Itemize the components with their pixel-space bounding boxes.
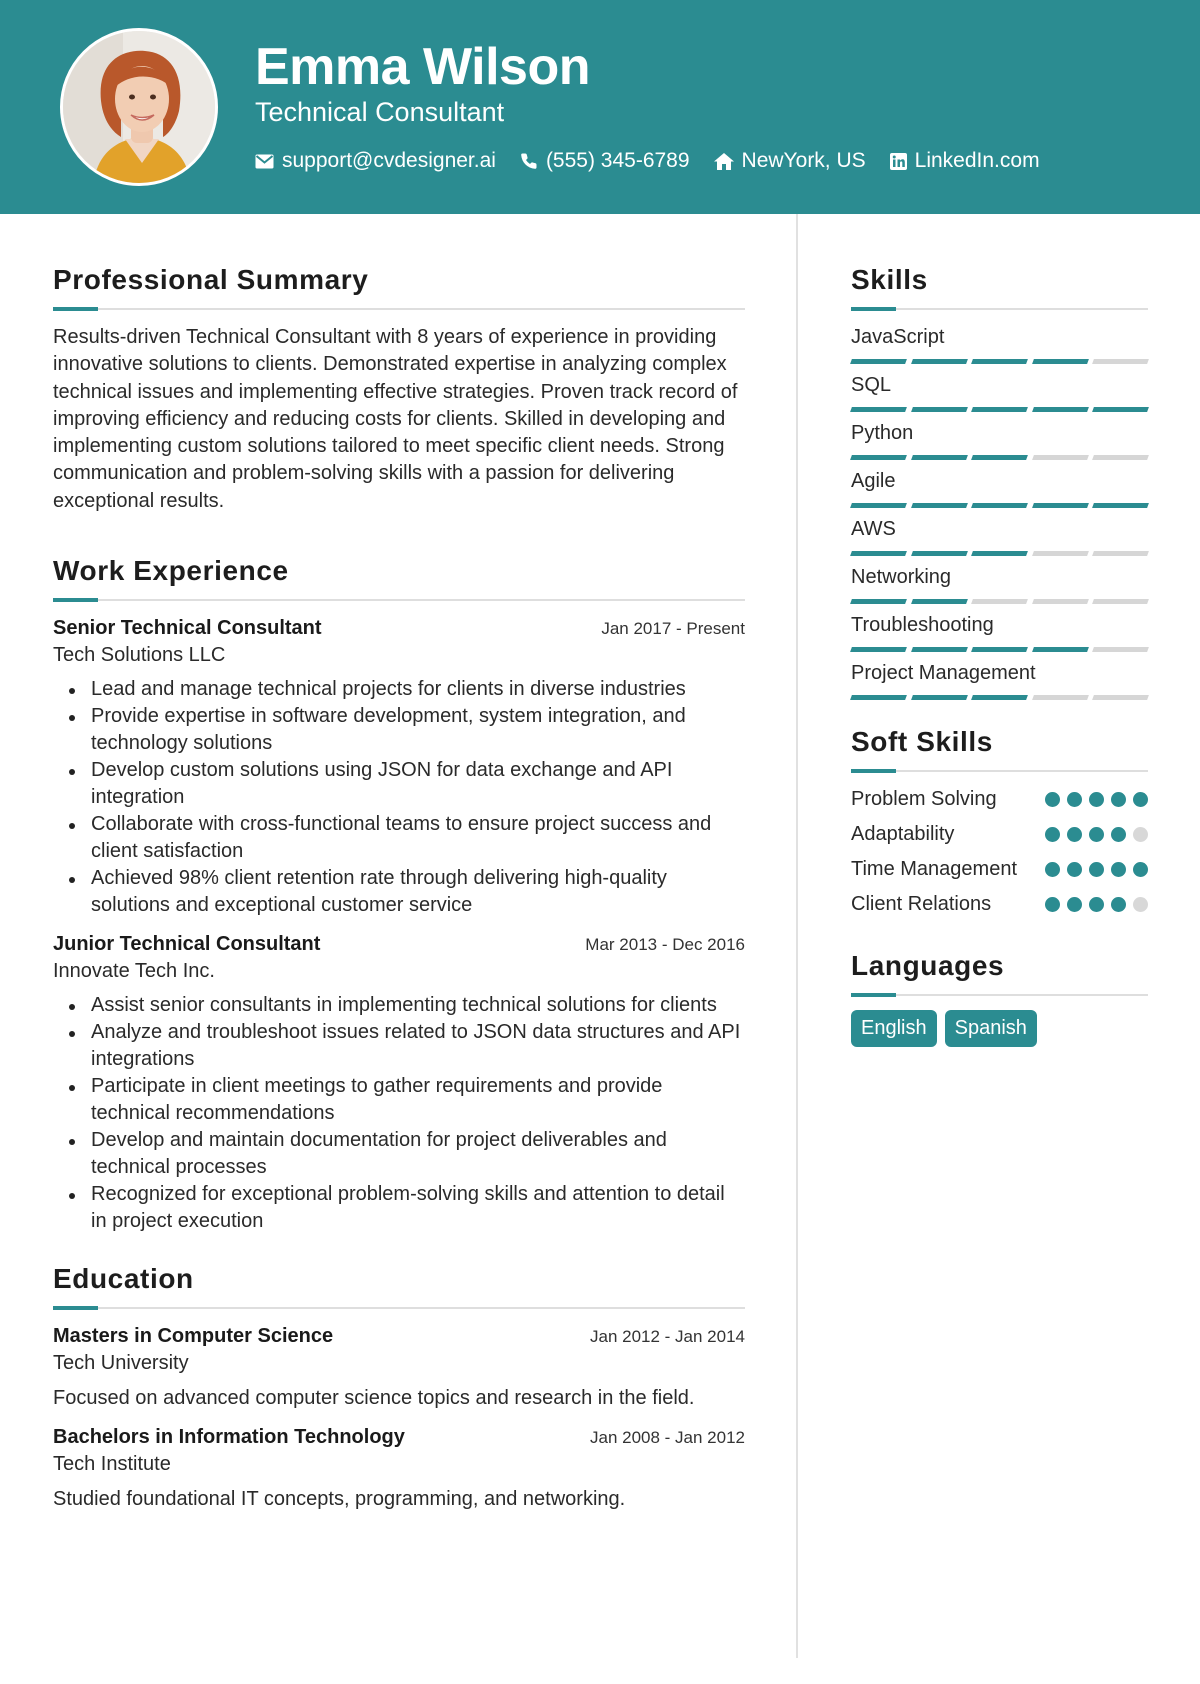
skill-level-segment bbox=[1092, 647, 1148, 652]
skill-level-segment bbox=[971, 551, 1027, 556]
bullet-item: Participate in client meetings to gather requirements and provide technical recommendations bbox=[67, 1073, 745, 1127]
section-rule bbox=[851, 994, 1148, 996]
soft-skill-name: Problem Solving bbox=[851, 788, 997, 810]
skill-level-segment bbox=[850, 455, 906, 460]
header-banner bbox=[0, 0, 1200, 214]
contact-location[interactable] bbox=[714, 149, 866, 173]
skill-item bbox=[851, 468, 1148, 508]
job-company: Tech Solutions LLC bbox=[53, 644, 226, 667]
linkedin-text: LinkedIn.com bbox=[914, 149, 1040, 172]
skill-name: JavaScript bbox=[851, 326, 945, 348]
skill-level-segment bbox=[850, 695, 906, 700]
skill-level-segment bbox=[911, 647, 967, 652]
summary-text: Results-driven Technical Consultant with 8 years of experience in providing innovative solutions to clients. Demonstrated expertise in analyzing complex technical issues and implementing effective strategies. Proven track record of improving efficiency and reducing costs for clients. Skilled in developing and implementing custom solutions tailored to meet specific client needs. Strong communication and problem-solving skills with a passion for delivering exceptional results. bbox=[53, 326, 738, 512]
skill-level-segment bbox=[971, 599, 1027, 604]
job-header bbox=[53, 615, 745, 642]
skill-level-segment bbox=[1092, 503, 1148, 508]
skill-level-segment bbox=[1032, 647, 1088, 652]
skill-name: Agile bbox=[851, 470, 896, 492]
education-header bbox=[53, 1323, 745, 1350]
rating-dot bbox=[1045, 862, 1060, 877]
degree-title: Masters in Computer Science bbox=[53, 1325, 334, 1348]
contact-phone[interactable] bbox=[520, 149, 690, 173]
skill-level-segment bbox=[971, 647, 1027, 652]
location-text: NewYork, US bbox=[741, 149, 866, 172]
home-icon bbox=[714, 153, 734, 170]
soft-skill-name: Time Management bbox=[851, 858, 1017, 880]
skill-name: Project Management bbox=[851, 662, 1036, 684]
skill-level-segment bbox=[911, 599, 967, 604]
skills-section bbox=[851, 262, 1148, 700]
rating-dot bbox=[1089, 792, 1104, 807]
education-description: Focused on advanced computer science topics and research in the field. bbox=[53, 1387, 695, 1410]
skill-level-segment bbox=[971, 359, 1027, 364]
skill-level-segment bbox=[850, 551, 906, 556]
job-title: Junior Technical Consultant bbox=[53, 933, 321, 956]
soft-skills-heading: Soft Skills bbox=[851, 726, 993, 757]
skill-level-segment bbox=[1092, 455, 1148, 460]
skill-level-segment bbox=[911, 695, 967, 700]
job-header bbox=[53, 931, 745, 958]
language-tag: English bbox=[851, 1010, 937, 1047]
school-name: Tech Institute bbox=[53, 1453, 171, 1476]
skill-level-segment bbox=[971, 503, 1027, 508]
soft-skill-item bbox=[851, 821, 1148, 848]
skill-level-bar bbox=[851, 551, 1148, 556]
soft-skill-item bbox=[851, 856, 1148, 883]
bullet-item: Achieved 98% client retention rate through delivering high-quality solutions and exceptional customer service bbox=[67, 865, 745, 919]
candidate-name: Emma Wilson bbox=[255, 38, 590, 96]
email-text: support@cvdesigner.ai bbox=[282, 149, 496, 172]
skill-item bbox=[851, 372, 1148, 412]
skill-level-bar bbox=[851, 695, 1148, 700]
section-rule bbox=[53, 308, 745, 310]
rating-dot bbox=[1111, 862, 1126, 877]
soft-skill-item bbox=[851, 891, 1148, 918]
education-heading: Education bbox=[53, 1263, 194, 1295]
skill-name: SQL bbox=[851, 374, 892, 396]
experience-heading: Work Experience bbox=[53, 555, 289, 587]
rating-dot bbox=[1133, 827, 1148, 842]
skill-level-segment bbox=[850, 503, 906, 508]
rating-dot bbox=[1067, 827, 1082, 842]
education-header bbox=[53, 1424, 745, 1451]
skill-level-segment bbox=[1092, 551, 1148, 556]
rating-dot bbox=[1067, 862, 1082, 877]
skill-level-segment bbox=[1032, 695, 1088, 700]
education-list bbox=[53, 1323, 745, 1513]
language-tag: Spanish bbox=[945, 1010, 1037, 1047]
skill-item bbox=[851, 420, 1148, 460]
education-description: Studied foundational IT concepts, programming, and networking. bbox=[53, 1488, 626, 1511]
skill-level-segment bbox=[1092, 407, 1148, 412]
skill-name: Troubleshooting bbox=[851, 614, 994, 636]
phone-text: (555) 345-6789 bbox=[545, 149, 690, 172]
skills-heading: Skills bbox=[851, 264, 928, 295]
bullet-item: Assist senior consultants in implementing technical solutions for clients bbox=[67, 992, 745, 1019]
skill-level-segment bbox=[911, 503, 967, 508]
skill-level-segment bbox=[1032, 455, 1088, 460]
envelope-icon bbox=[255, 154, 274, 169]
bullet-item: Collaborate with cross-functional teams to ensure project success and client satisfaction bbox=[67, 811, 745, 865]
experience-section bbox=[53, 553, 745, 1235]
job-bullets bbox=[67, 676, 745, 919]
skill-level-bar bbox=[851, 647, 1148, 652]
skill-level-segment bbox=[971, 455, 1027, 460]
skill-item bbox=[851, 564, 1148, 604]
phone-icon bbox=[520, 152, 538, 170]
contact-bar bbox=[255, 145, 1064, 177]
profile-photo-icon bbox=[63, 31, 218, 186]
skill-level-bar bbox=[851, 503, 1148, 508]
contact-linkedin[interactable] bbox=[890, 149, 1040, 173]
skill-level-bar bbox=[851, 359, 1148, 364]
job-entry bbox=[53, 931, 745, 1235]
candidate-title: Technical Consultant bbox=[255, 97, 505, 127]
section-rule bbox=[53, 1307, 745, 1309]
soft-skill-rating bbox=[1045, 862, 1148, 877]
rating-dot bbox=[1045, 827, 1060, 842]
skill-level-segment bbox=[1032, 599, 1088, 604]
bullet-item: Recognized for exceptional problem-solving skills and attention to detail in project execution bbox=[67, 1181, 745, 1235]
skill-level-segment bbox=[850, 407, 906, 412]
avatar bbox=[60, 28, 218, 186]
job-company: Innovate Tech Inc. bbox=[53, 960, 215, 983]
education-entry bbox=[53, 1323, 745, 1412]
skill-level-segment bbox=[1032, 551, 1088, 556]
skill-level-segment bbox=[850, 647, 906, 652]
skill-name: Python bbox=[851, 422, 914, 444]
rating-dot bbox=[1111, 897, 1126, 912]
rating-dot bbox=[1067, 897, 1082, 912]
education-entry bbox=[53, 1424, 745, 1513]
rating-dot bbox=[1133, 862, 1148, 877]
skill-level-bar bbox=[851, 599, 1148, 604]
job-dates: Jan 2017 - Present bbox=[601, 619, 745, 639]
job-title: Senior Technical Consultant bbox=[53, 617, 322, 640]
skill-level-segment bbox=[1092, 599, 1148, 604]
soft-skill-name: Adaptability bbox=[851, 823, 955, 845]
rating-dot bbox=[1111, 792, 1126, 807]
skill-level-segment bbox=[911, 407, 967, 412]
soft-skills-section bbox=[851, 724, 1148, 918]
soft-skill-rating bbox=[1045, 827, 1148, 842]
rating-dot bbox=[1089, 827, 1104, 842]
job-bullets bbox=[67, 992, 745, 1235]
summary-section bbox=[53, 262, 745, 515]
skill-level-segment bbox=[971, 407, 1027, 412]
bullet-item: Analyze and troubleshoot issues related to JSON data structures and API integrations bbox=[67, 1019, 745, 1073]
soft-skill-rating bbox=[1045, 897, 1148, 912]
main-column bbox=[53, 262, 745, 1525]
skill-item bbox=[851, 660, 1148, 700]
skill-item bbox=[851, 516, 1148, 556]
skill-level-segment bbox=[1032, 407, 1088, 412]
skill-level-segment bbox=[850, 359, 906, 364]
column-divider bbox=[796, 214, 798, 1658]
skill-level-bar bbox=[851, 455, 1148, 460]
rating-dot bbox=[1067, 792, 1082, 807]
rating-dot bbox=[1111, 827, 1126, 842]
languages-section bbox=[851, 948, 1148, 1047]
skill-level-segment bbox=[1092, 359, 1148, 364]
skill-name: AWS bbox=[851, 518, 896, 540]
skill-item bbox=[851, 612, 1148, 652]
education-dates: Jan 2012 - Jan 2014 bbox=[589, 1327, 745, 1347]
skill-level-bar bbox=[851, 407, 1148, 412]
bullet-item: Develop custom solutions using JSON for data exchange and API integration bbox=[67, 757, 745, 811]
soft-skill-rating bbox=[1045, 792, 1148, 807]
rating-dot bbox=[1089, 897, 1104, 912]
skill-level-segment bbox=[911, 359, 967, 364]
rating-dot bbox=[1045, 897, 1060, 912]
bullet-item: Develop and maintain documentation for project deliverables and technical processes bbox=[67, 1127, 745, 1181]
skill-name: Networking bbox=[851, 566, 952, 588]
sidebar-column bbox=[851, 262, 1148, 1047]
rating-dot bbox=[1045, 792, 1060, 807]
skill-level-segment bbox=[971, 695, 1027, 700]
skill-level-segment bbox=[1032, 503, 1088, 508]
job-dates: Mar 2013 - Dec 2016 bbox=[585, 935, 745, 955]
skill-level-segment bbox=[911, 455, 967, 460]
soft-skill-item bbox=[851, 786, 1148, 813]
soft-skill-list bbox=[851, 786, 1148, 918]
degree-title: Bachelors in Information Technology bbox=[53, 1426, 405, 1449]
skill-level-segment bbox=[1032, 359, 1088, 364]
skill-item bbox=[851, 324, 1148, 364]
job-entry bbox=[53, 615, 745, 919]
rating-dot bbox=[1133, 792, 1148, 807]
education-section bbox=[53, 1261, 745, 1513]
contact-email[interactable] bbox=[255, 149, 496, 173]
skill-list bbox=[851, 324, 1148, 700]
skill-level-segment bbox=[850, 599, 906, 604]
rating-dot bbox=[1133, 897, 1148, 912]
school-name: Tech University bbox=[53, 1352, 189, 1375]
languages-heading: Languages bbox=[851, 950, 1005, 981]
job-list bbox=[53, 615, 745, 1235]
soft-skill-name: Client Relations bbox=[851, 893, 992, 915]
bullet-item: Provide expertise in software development, system integration, and technology solutions bbox=[67, 703, 745, 757]
bullet-item: Lead and manage technical projects for clients in diverse industries bbox=[67, 676, 745, 703]
skill-level-segment bbox=[1092, 695, 1148, 700]
linkedin-icon bbox=[890, 153, 907, 170]
summary-heading: Professional Summary bbox=[53, 264, 369, 295]
section-rule bbox=[851, 308, 1148, 310]
language-tags bbox=[851, 1010, 1148, 1047]
section-rule bbox=[851, 770, 1148, 772]
education-dates: Jan 2008 - Jan 2012 bbox=[589, 1428, 745, 1448]
section-rule bbox=[53, 599, 745, 601]
rating-dot bbox=[1089, 862, 1104, 877]
skill-level-segment bbox=[911, 551, 967, 556]
